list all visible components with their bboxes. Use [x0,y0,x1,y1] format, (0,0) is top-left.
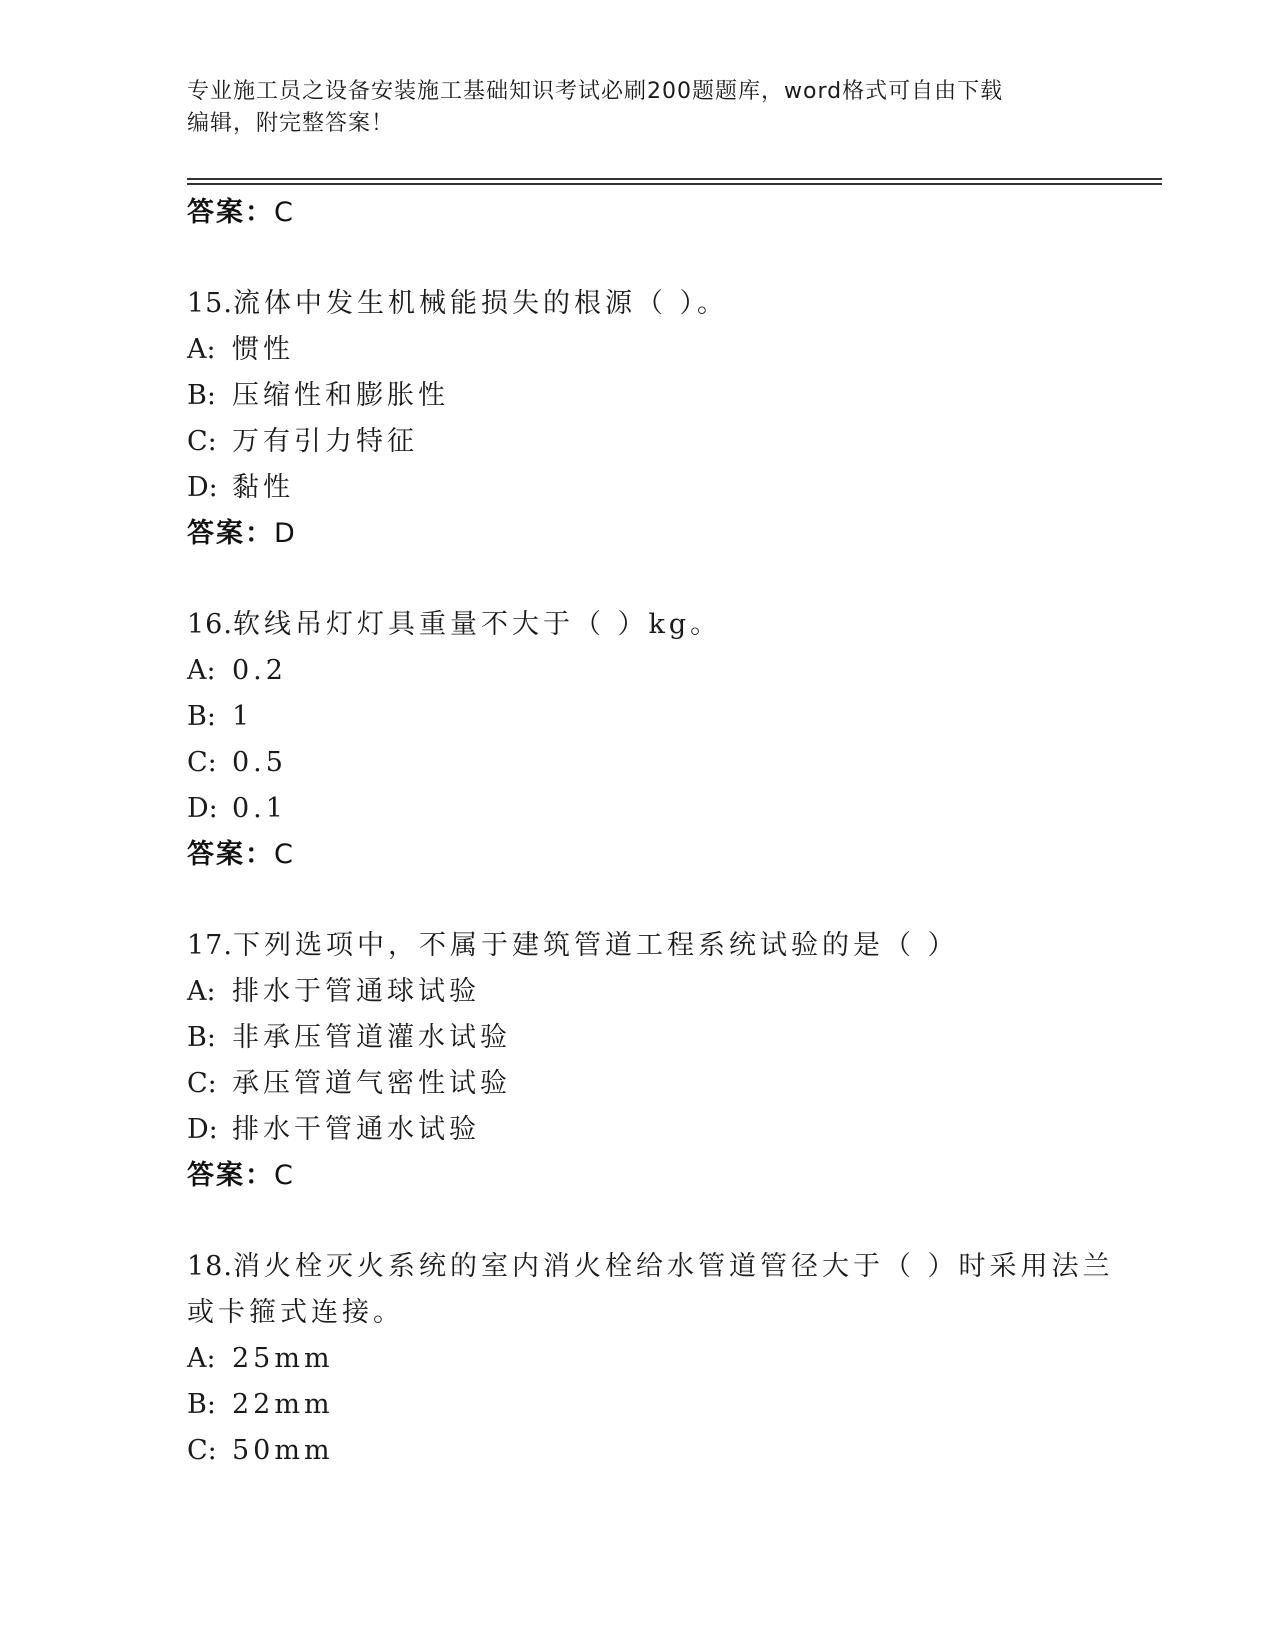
option-a: A: 0.2 [187,655,287,686]
option-b: B: 压缩性和膨胀性 [187,380,449,411]
question-stem [187,923,1162,969]
option-a: A: 25mm [187,1343,334,1374]
question-number: 16. [187,609,233,640]
question-list [187,190,1162,1474]
question-text: 消火栓灭火系统的室内消火栓给水管道管径大于（ ）时采用法兰 [232,1251,1114,1282]
answer-label: 答案： [187,1160,274,1191]
option-d: D: 黏性 [187,472,294,503]
question-item [187,281,1162,557]
answer-label: 答案： [187,839,274,870]
header-line-1: 专业施工员之设备安装施工基础知识考试必刷200题题库，word格式可自由下载 [187,79,1004,104]
answer-value: C [274,839,295,870]
document-header [187,76,1087,140]
answer-value: D [274,518,297,549]
answer-label: 答案： [187,518,274,549]
answer-line [187,190,1162,236]
answer-value: C [274,1160,295,1191]
question-text: 下列选项中，不属于建筑管道工程系统试验的是（ ） [232,930,959,961]
option-a: A: 排水于管通球试验 [187,976,480,1007]
option-b: B: 1 [187,701,254,732]
option-c: C: 万有引力特征 [187,426,418,457]
question-item [187,1244,1162,1474]
answer-value: C [274,197,295,228]
question-number: 18. [187,1251,233,1282]
question-text-continued: 或卡箍式连接。 [187,1297,404,1328]
option-c: C: 承压管道气密性试验 [187,1068,511,1099]
question-number: 17. [187,930,233,961]
question-text: 软线吊灯灯具重量不大于（ ）kg。 [232,609,722,640]
answer-line [187,832,1162,878]
answer-line [187,1153,1162,1199]
option-c: C: 0.5 [187,747,287,778]
question-number: 15. [187,288,233,319]
option-b: B: 22mm [187,1389,334,1420]
option-d: D: 排水干管通水试验 [187,1114,480,1145]
option-c: C: 50mm [187,1435,334,1466]
question-item [187,602,1162,878]
option-a: A: 惯性 [187,334,294,365]
question-text: 流体中发生机械能损失的根源（ ）。 [232,288,729,319]
header-line-2: 编辑，附完整答案！ [187,111,395,136]
option-b: B: 非承压管道灌水试验 [187,1022,511,1053]
question-stem [187,1244,1162,1336]
question-item [187,923,1162,1199]
question-stem [187,602,1162,648]
header-divider-top [187,178,1162,180]
header-divider-bottom [187,183,1162,185]
question-stem [187,281,1162,327]
option-d: D: 0.1 [187,793,287,824]
answer-label: 答案： [187,197,274,228]
answer-line [187,511,1162,557]
